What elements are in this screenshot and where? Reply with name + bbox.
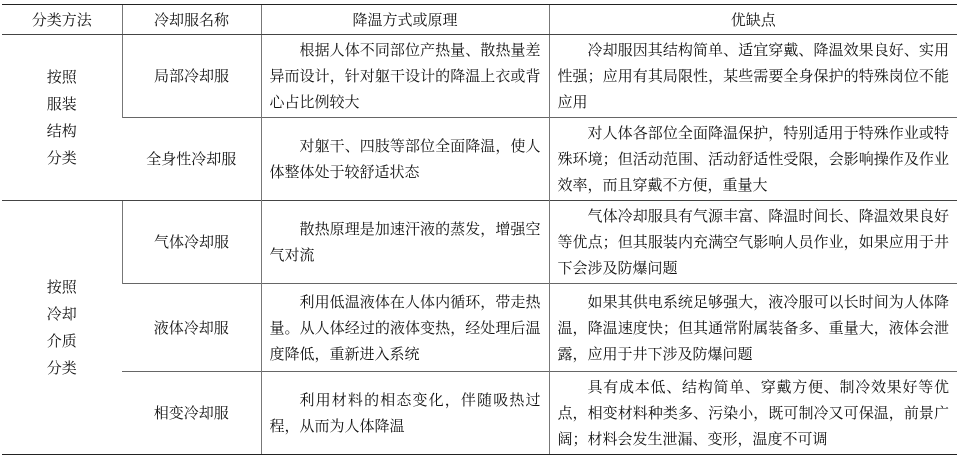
suit-name: 相变冷却服 xyxy=(122,372,261,455)
suit-principle: 利用低温液体在人体内循环，带走热量。从人体经过的液体变热，经处理后温度降低，重新进入系统 xyxy=(261,284,549,372)
suit-pros-cons: 对人体各部位全面降温保护，特别适用于特殊作业或特殊环境；但活动范围、活动舒适性受限，会影响操作及作业效率，而且穿戴不方便，重量大 xyxy=(549,118,957,201)
suit-pros-cons: 如果其供电系统足够强大，液冷服可以长时间为人体降温，降温速度快；但其通常附属装备多、重量大，液体会泄露，应用于井下涉及防爆问题 xyxy=(549,284,957,372)
suit-principle: 根据人体不同部位产热量、散热量差异而设计，针对躯干设计的降温上衣或背心占比例较大 xyxy=(261,35,549,118)
table-row xyxy=(2,201,957,284)
table-row xyxy=(2,118,957,201)
suit-name: 气体冷却服 xyxy=(122,201,261,284)
suit-pros-cons: 冷却服因其结构简单、适宜穿戴、降温效果良好、实用性强；应用有其局限性，某些需要全身保护的特殊岗位不能应用 xyxy=(549,35,957,118)
group-label-structure: 按照 服装 结构 分类 xyxy=(2,35,122,201)
suit-pros-cons: 具有成本低、结构简单、穿戴方便、制冷效果好等优点，相变材料种类多、污染小，既可制冷又可保温，前景广阔；材料会发生泄漏、变形，温度不可调 xyxy=(549,372,957,455)
header-row xyxy=(2,5,957,35)
group-label-medium: 按照 冷却 介质 分类 xyxy=(2,201,122,455)
suit-pros-cons: 气体冷却服具有气源丰富、降温时间长、降温效果良好等优点；但其服装内充满空气影响人员作业，如果应用于井下会涉及防爆问题 xyxy=(549,201,957,284)
table-row xyxy=(2,372,957,455)
cooling-suit-table xyxy=(2,4,957,455)
header-method: 分类方法 xyxy=(2,5,122,35)
suit-name: 全身性冷却服 xyxy=(122,118,261,201)
table-row xyxy=(2,284,957,372)
suit-principle: 散热原理是加速汗液的蒸发，增强空气对流 xyxy=(261,201,549,284)
header-pros-cons: 优缺点 xyxy=(549,5,957,35)
table-row xyxy=(2,35,957,118)
suit-name: 局部冷却服 xyxy=(122,35,261,118)
suit-principle: 对躯干、四肢等部位全面降温，使人体整体处于较舒适状态 xyxy=(261,118,549,201)
suit-name: 液体冷却服 xyxy=(122,284,261,372)
header-principle: 降温方式或原理 xyxy=(261,5,549,35)
header-name: 冷却服名称 xyxy=(122,5,261,35)
suit-principle: 利用材料的相态变化，伴随吸热过程，从而为人体降温 xyxy=(261,372,549,455)
